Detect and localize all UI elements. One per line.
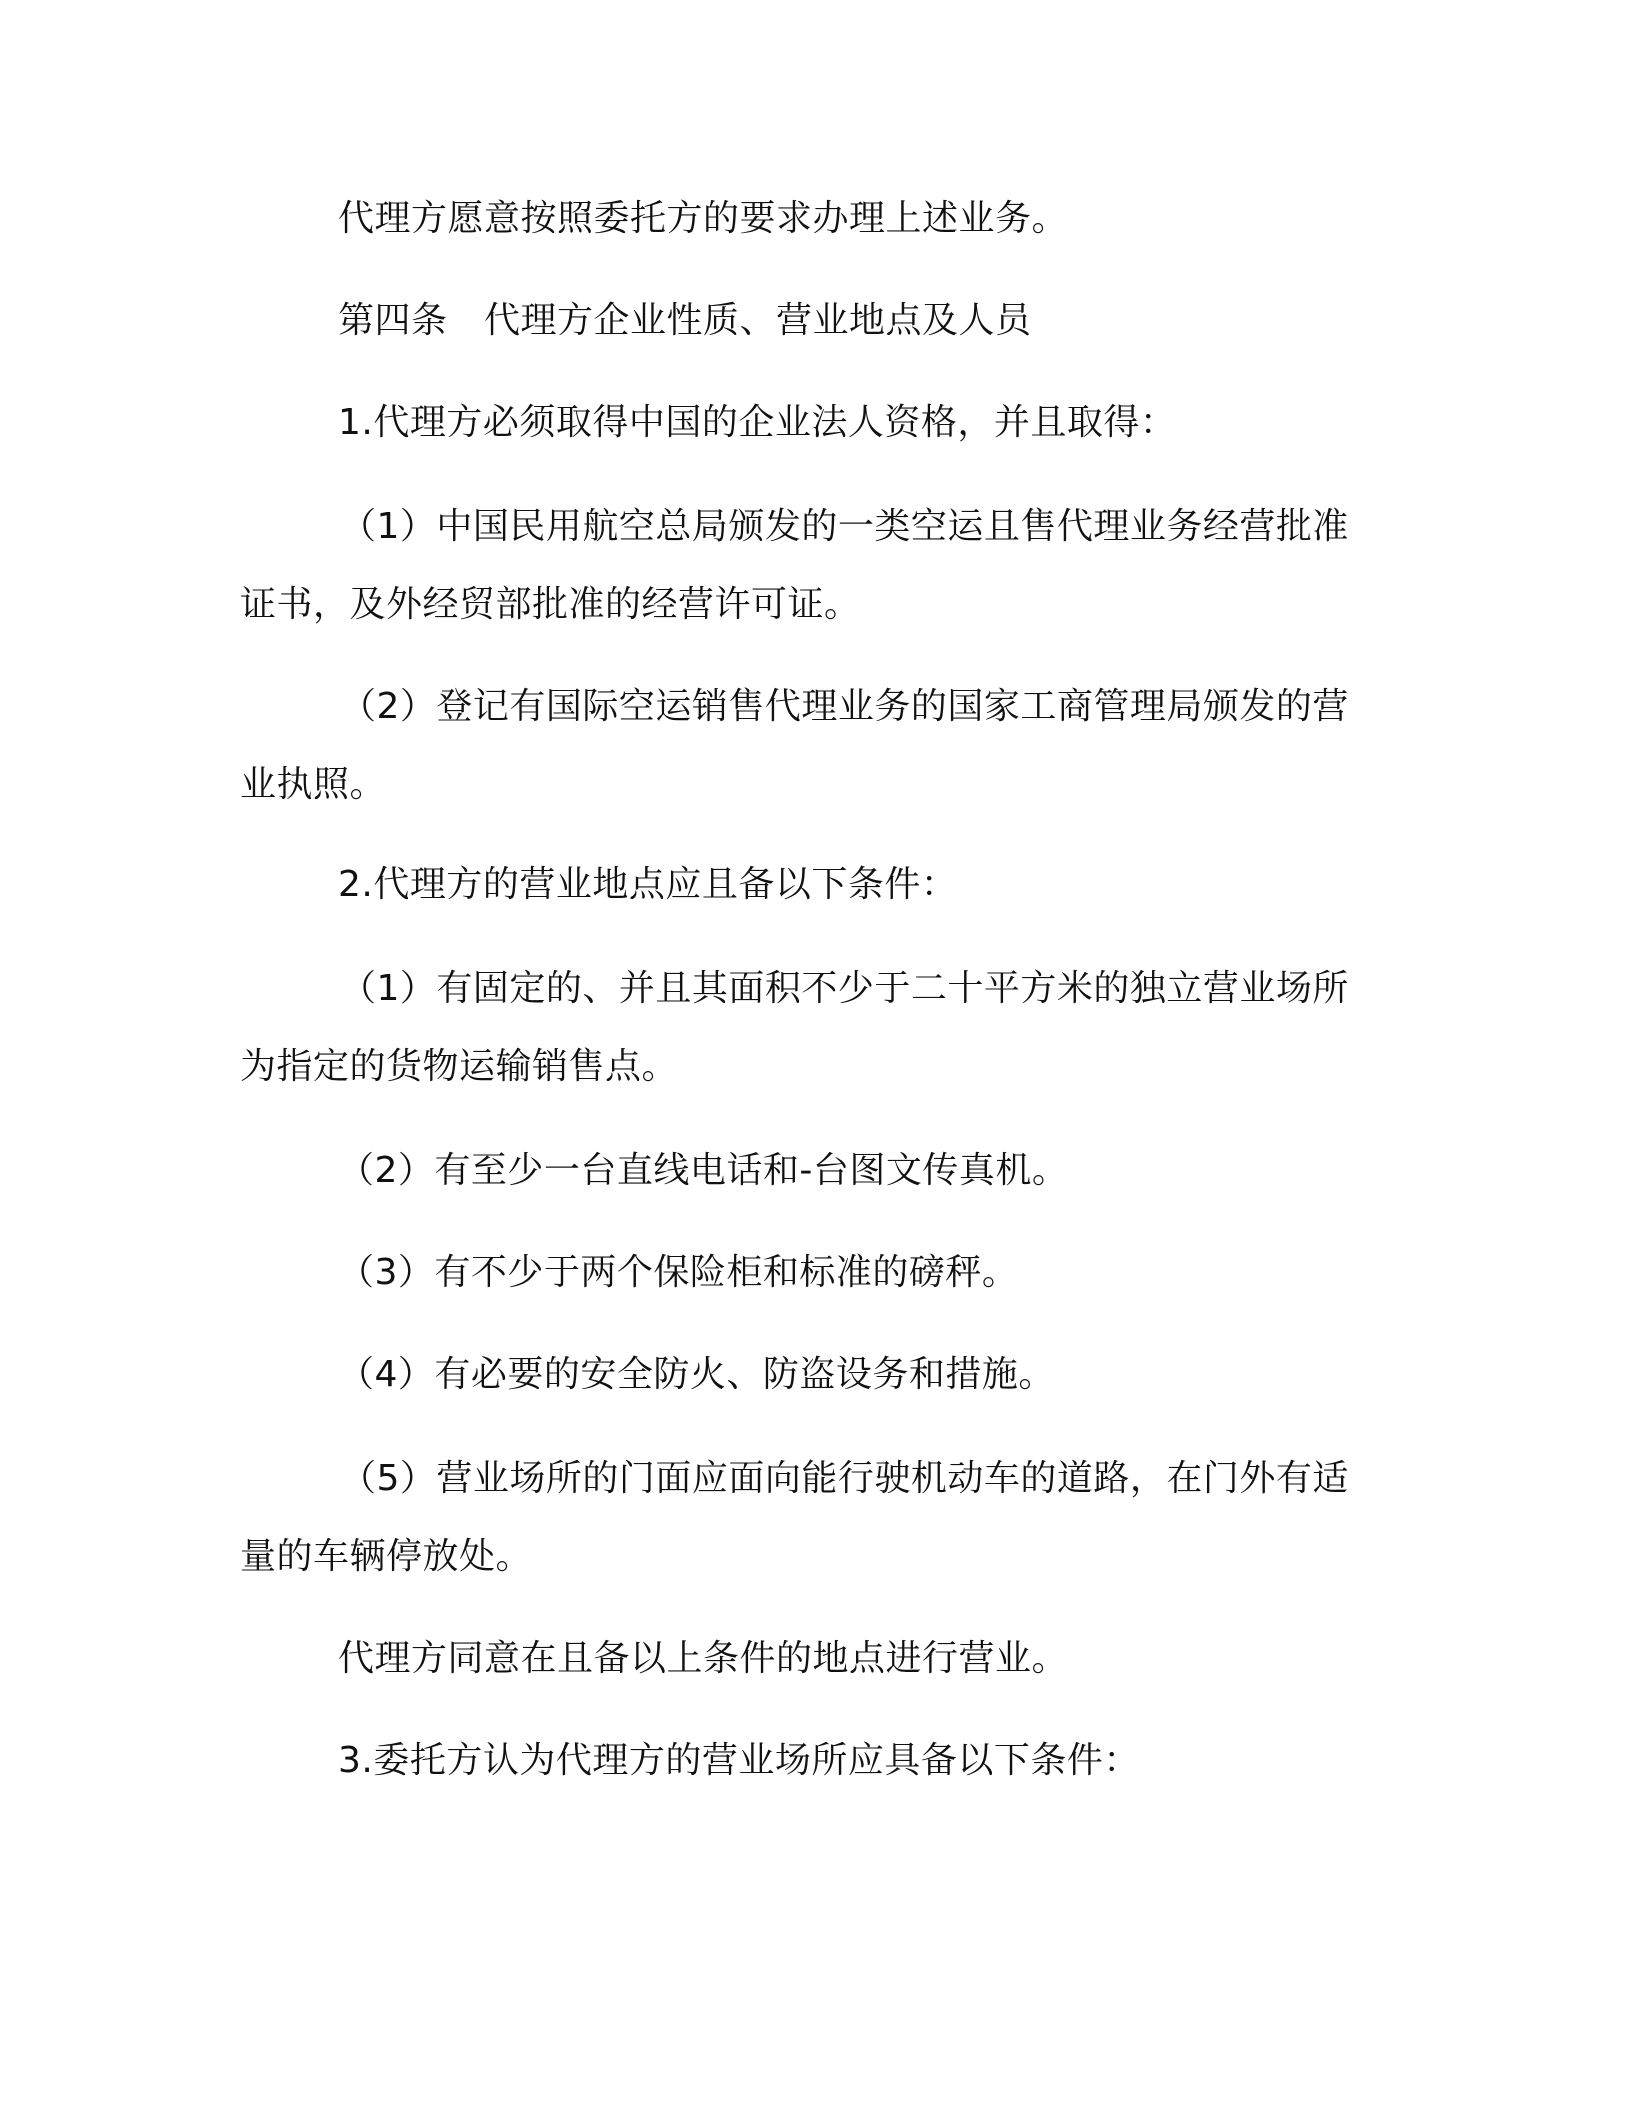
clause-2-intro: 2.代理方的营业地点应且备以下条件： <box>338 864 958 905</box>
clause-1-intro: 1.代理方必须取得中国的企业法人资格，并且取得： <box>338 402 1177 443</box>
clause-3-intro: 3.委托方认为代理方的营业场所应具备以下条件： <box>338 1740 1140 1781</box>
clause-1-item-1: （1）中国民用航空总局颁发的一类空运且售代理业务经营批准证书，及外经贸部批准的经营许可证。 <box>240 506 1349 625</box>
clause-2-item-1: （1）有固定的、并且其面积不少于二十平方米的独立营业场所为指定的货物运输销售点。 <box>240 968 1349 1087</box>
clause-2-item-4: （4）有必要的安全防火、防盗设务和措施。 <box>338 1354 1055 1395</box>
clause-1-item-2: （2）登记有国际空运销售代理业务的国家工商管理局颁发的营业执照。 <box>240 686 1349 805</box>
paragraph-agent-willing: 代理方愿意按照委托方的要求办理上述业务。 <box>338 198 1069 239</box>
clause-2-item-2: （2）有至少一台直线电话和-台图文传真机。 <box>338 1150 1069 1191</box>
paragraph-agent-agrees: 代理方同意在且备以上条件的地点进行营业。 <box>338 1638 1069 1679</box>
clause-2-item-5: （5）营业场所的门面应面向能行驶机动车的道路，在门外有适量的车辆停放处。 <box>240 1458 1349 1577</box>
clause-2-item-3: （3）有不少于两个保险柜和标准的磅秤。 <box>338 1252 1019 1293</box>
article-four-heading: 第四条 代理方企业性质、营业地点及人员 <box>338 300 1032 341</box>
